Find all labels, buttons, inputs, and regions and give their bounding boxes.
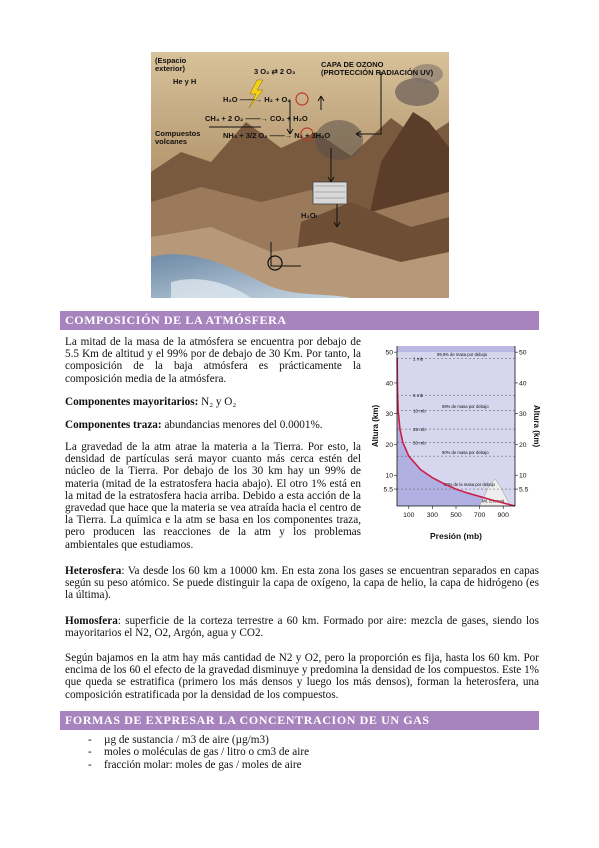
chart-y-tick-label: 10 <box>385 472 393 480</box>
chart-ylabel-left: Altura (km) <box>371 404 380 448</box>
label-ch4-reaction: CH₄ + 2 O₂ ——→ CO₂ + H₂O <box>205 114 308 123</box>
chart-x-tick-label: 100 <box>403 512 415 519</box>
label-trace-components: Componentes traza: <box>65 419 162 431</box>
chart-y-tick-label: 5.5 <box>383 486 393 494</box>
paragraph-stratification: Según bajamos en la atm hay más cantidad de N2 y O2, pero la proporción es fija, hasta los 60 km. Por encima de los 60 el efecto de la gravedad disminuye y predomina la densidad de los compuestos. Este 1% que queda se estratifica (primero los más densos y luego los más densos), forman la heterosfera, una composición estratificada por la densidad de los compuestos. <box>65 652 539 701</box>
value-trace-components: abundancias menores del 0.0001%. <box>161 419 323 431</box>
label-h2o-reaction: H₂O ——→ H₂ + O₂ <box>223 95 291 104</box>
chart-annotation: 99.9% de masa por debajo <box>437 351 488 357</box>
label-heterosphere: Heterosfera <box>65 565 122 577</box>
list-item: - moles o moléculas de gas / litro o cm3 de aire <box>88 746 310 759</box>
list-item-text: fracción molar: moles de gas / moles de aire <box>104 758 302 771</box>
chart-x-tick-label: 900 <box>497 512 509 519</box>
paragraph-trace-components <box>65 419 361 431</box>
chart-y-tick-label: 30 <box>519 411 527 419</box>
chart-xlabel: Presión (mb) <box>430 531 482 541</box>
chart-pressure-label: 5 mb <box>413 393 424 399</box>
list-item-text: moles o moléculas de gas / litro o cm3 de aire <box>104 746 310 759</box>
label-volcanic-compounds: Compuestos volcanes <box>155 129 201 146</box>
chart-y-tick-label: 50 <box>519 349 527 357</box>
label-homosphere: Homosfera <box>65 615 118 627</box>
chart-pressure-label: 1 mb <box>413 356 424 362</box>
chart-y-tick-label: 40 <box>385 380 393 388</box>
chart-y-tick-label: 40 <box>519 380 527 388</box>
paragraph-gravity: La gravedad de la atm atrae la materia a la Tierra. Por esto, la densidad de partículas será mayor cuanto más cerca estén del núcleo de la Tierra. Por debajo de los 30 km hay un 99% de materia (mitad de la estratosfera hacia abajo). El otro 1% está en la mitad de la estratosfera hacia arriba. Debido a esta acción de la gravedad que hace que la materia se vea atraída hacia el centro de la Tierra. La química e la atm se basa en los componentes traza, pero producen las reacciones de la atm y los problemas ambientales que estudiamos. <box>65 441 361 551</box>
atmosphere-formation-illustration <box>151 52 449 298</box>
chart-ylabel-right: Altura (km) <box>532 404 541 448</box>
chart-y-tick-label: 5.5 <box>519 486 529 494</box>
list-item-text: µg de sustancia / m3 de aire (µg/m3) <box>104 734 269 746</box>
chart-pressure-label: 10 mb <box>413 408 426 414</box>
pressure-altitude-chart <box>370 338 540 542</box>
paragraph-intro: La mitad de la masa de la atmósfera se encuentra por debajo de 5.5 Km de altitud y el 99% por de debajo de 30 Km. Por tanto, la composición de la baja atmósfera es prácticamente la composición media de la atmósfera. <box>65 336 361 385</box>
chart-y-tick-label: 30 <box>385 411 393 419</box>
label-ozone-layer: CAPA DE OZONO (PROTECCIÓN RADIACIÓN UV) <box>321 60 434 77</box>
section-header-composition: COMPOSICIÓN DE LA ATMÓSFERA <box>60 311 539 330</box>
label-he-h: He y H <box>173 77 197 86</box>
chart-y-tick-label: 10 <box>519 472 527 480</box>
label-nh3-reaction: NH₃ + 3/2 O₂ ——→ N₂ + 3H₂O <box>223 131 331 140</box>
chart-x-tick-label: 500 <box>450 512 462 519</box>
paragraph-major-components <box>65 396 361 408</box>
chart-y-tick-label: 20 <box>385 441 393 449</box>
paragraph-homosphere <box>65 615 539 639</box>
chart-y-tick-label: 20 <box>519 441 527 449</box>
chart-x-tick-label: 700 <box>473 512 486 519</box>
chart-annotation: 50% de la masa por debajo <box>444 482 495 488</box>
chart-pressure-label: 50 mb <box>413 440 426 446</box>
chart-pressure-label: 25 mb <box>413 427 426 433</box>
chart-annotation: 90% de masa por debajo <box>442 450 489 456</box>
label-h2o-liquid: H₂Oₗ <box>301 211 317 220</box>
chart-annotation: 99% de masa por debajo <box>442 404 489 410</box>
value-major-components: N₂ y O₂ <box>198 396 237 408</box>
list-item: - fracción molar: moles de gas / moles de aire <box>88 758 302 771</box>
landscape-drawing <box>151 52 449 298</box>
paragraph-heterosphere <box>65 565 539 602</box>
text-heterosphere: : Va desde los 60 km a 10000 km. En esta zona los gases se encuentran separados en capas según su peso atómico. Se puede distinguir la capa de oxígeno, la capa de helio, la capa de hidrógeno (es la última). <box>65 565 539 602</box>
pressure-altitude-chart-svg <box>370 338 540 542</box>
section-header-concentration: FORMAS DE EXPRESAR LA CONCENTRACION DE UN GAS <box>60 711 539 730</box>
concentration-list <box>88 734 309 771</box>
chart-y-tick-label: 50 <box>385 349 393 357</box>
text-homosphere: : superficie de la corteza terrestre a 60 km. Formado por aire: mezcla de gases, siendo los mayoritarios el N2, O2, Argón, agua y CO2. <box>65 615 539 640</box>
chart-x-tick-label: 300 <box>426 512 439 519</box>
label-space: (Espacio exterior) <box>155 56 187 73</box>
label-major-components: Componentes mayoritarios: <box>65 396 199 408</box>
list-item: - µg de sustancia / m3 de aire (µg/m3) <box>88 734 269 746</box>
label-o2-o3: 3 O₂ ⇄ 2 O₃ <box>254 67 296 76</box>
chart-annotation: Mt. Everest <box>481 498 505 504</box>
